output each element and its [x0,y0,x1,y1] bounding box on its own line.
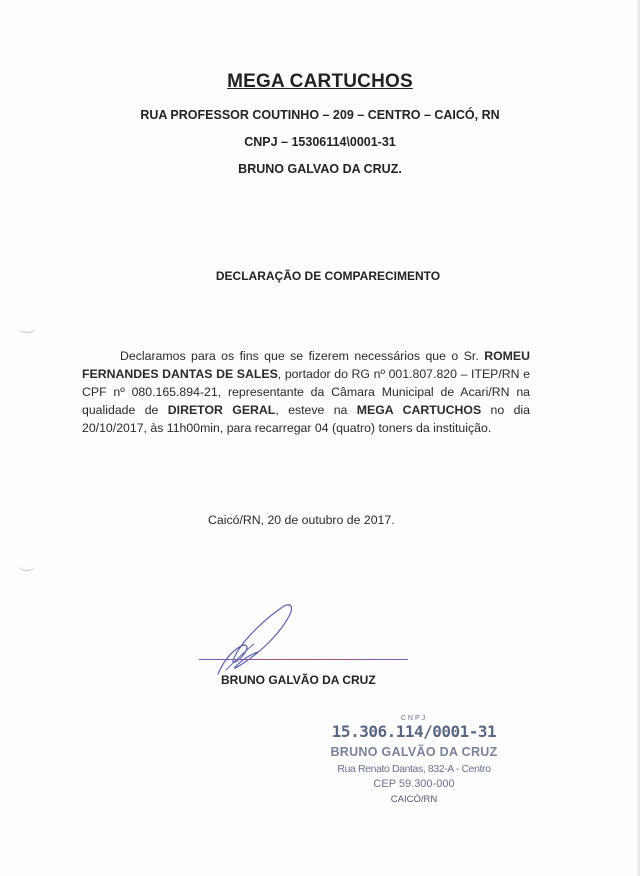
declaration-body [82,347,530,437]
handwritten-signature [196,600,306,680]
signature-line [199,659,408,660]
company-address: RUA PROFESSOR COUTINHO – 209 – CENTRO – CAICÓ, RN [140,108,500,122]
body-text-4: no dia 20/10/2017, às 11h00min, para recarregar 04 (quatro) toners da instituição. [82,403,530,435]
signatory-name: BRUNO GALVÃO DA CRUZ [221,673,376,687]
body-text-1: Declaramos para os fins que se fizerem necessários que o Sr. [120,349,485,363]
stamp-owner-name: BRUNO GALVÃO DA CRUZ [330,745,498,759]
declaration-paragraph [82,347,530,437]
punch-hole-mark [18,322,36,333]
stamp-cep: CEP 59.300-000 [373,778,455,790]
stamp-cnpj-number: 15.306.114/0001-31 [331,722,497,741]
stamp-label: CNPJ [400,715,428,722]
company-cnpj: CNPJ – 15306114\0001-31 [244,135,396,149]
stamp-city: CAICÓ/RN [390,794,438,805]
stamp-street: Rua Renato Dantas, 832-A - Centro [337,763,491,775]
body-text-3: , esteve na [275,403,357,417]
company-owner: BRUNO GALVAO DA CRUZ. [238,162,402,176]
company-name: MEGA CARTUCHOS [227,71,413,92]
body-company-name: MEGA CARTUCHOS [356,403,482,417]
cnpj-stamp [328,712,500,808]
body-text-2: , portador do RG nº 001.807.820 – ITEP/RN e CPF nº 080.165.894-21, representante da Câmara Municipal de Acari/RN na qualidade de [82,367,531,417]
document-title: DECLARAÇÃO DE COMPARECIMENTO [215,269,441,283]
person-role: DIRETOR GERAL [167,403,276,417]
document-date: Caicó/RN, 20 de outubro de 2017. [208,513,395,527]
punch-hole-mark [18,560,36,571]
person-name: ROMEU FERNANDES DANTAS DE SALES [82,349,530,381]
